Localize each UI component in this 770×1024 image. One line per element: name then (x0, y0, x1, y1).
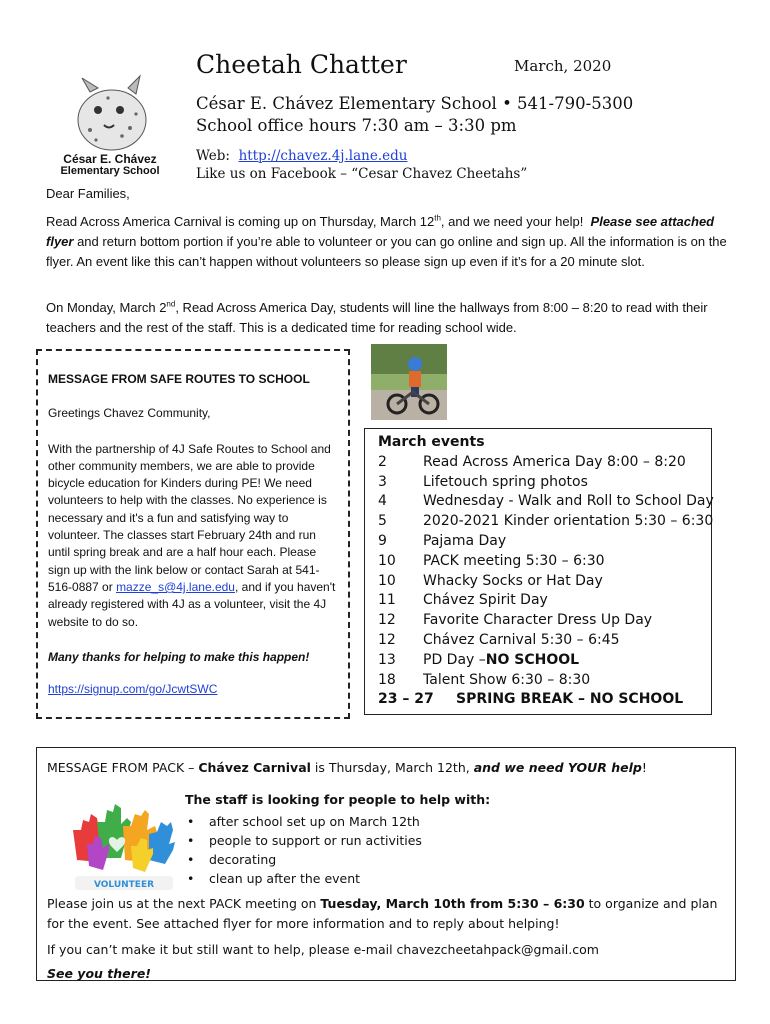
event-day: 4 (378, 493, 387, 510)
event-day: 13 (378, 651, 396, 668)
events-list (378, 433, 714, 710)
p2-text-b: , Read Across America Day, students will line the hallways from 8:00 – 8:20 to read with their teachers and the rest of the staff. This is a dedicated time for reading school wide. (46, 300, 708, 335)
event-row (378, 651, 714, 671)
event-text: Lifetouch spring photos (423, 473, 588, 490)
event-text: Favorite Character Dress Up Day (423, 612, 653, 629)
p2-sup: nd (166, 299, 176, 309)
volunteer-hands-graphic (69, 800, 179, 892)
march-events-box (364, 428, 712, 715)
event-row (378, 453, 714, 473)
event-day: 10 (378, 572, 396, 589)
pack-email-line: If you can’t make it but still want to help, please e-mail chavezcheetahpack@gmail.com (47, 942, 599, 957)
school-line: César E. Chávez Elementary School • 541-790-5300 (196, 94, 634, 113)
event-text: Whacky Socks or Hat Day (423, 572, 603, 589)
help-list (187, 812, 422, 888)
p2-text-a: On Monday, March 2 (46, 300, 167, 315)
event-row (378, 532, 714, 552)
newsletter-title: Cheetah Chatter (196, 50, 407, 79)
staff-line: The staff is looking for people to help with: (185, 792, 491, 807)
event-text: Talent Show 6:30 – 8:30 (423, 671, 591, 688)
p1-text-b: , and we need your help! (440, 214, 584, 229)
pack-join-b: to organize and plan for the event. See attached flyer for more information and to reply about helping! (47, 896, 718, 931)
safe-routes-body (48, 441, 336, 631)
p1-text-a: Read Across America Carnival is coming up on Thursday, March 12 (46, 214, 435, 229)
pack-join-bold: Tuesday, March 10th from 5:30 – 6:30 (320, 896, 585, 911)
event-row (378, 591, 714, 611)
list-item: • people to support or run activities (187, 831, 422, 850)
event-row (378, 611, 714, 631)
event-row (378, 492, 714, 512)
event-day: 23 – 27 (378, 691, 434, 708)
event-day: 10 (378, 552, 396, 569)
list-item: • after school set up on March 12th (187, 812, 422, 831)
volunteer-word: VOLUNTEER (93, 880, 155, 890)
event-row (378, 552, 714, 572)
events-title: March events (378, 434, 485, 450)
p1-bold: Please see attached flyer (46, 214, 715, 249)
child-on-bike-photo (371, 344, 447, 420)
event-row-spring-break (378, 690, 714, 710)
logo-caption (54, 153, 166, 177)
safe-routes-thanks: Many thanks for helping to make this happen! (48, 649, 310, 664)
event-day: 3 (378, 473, 387, 490)
list-item: • decorating (187, 850, 422, 869)
safe-routes-body-a: With the partnership of 4J Safe Routes to School and other community members, we are able to provide bicycle education for Kinders during PE! We need volunteers to help with the classes. No experience is necessary and it's a fun and satisfying way to volunteer. The classes start February 24th and run until spring break and are a half hour each. Please sign up with the link below or contact Sarah at 541-516-0887 or (48, 441, 331, 594)
event-row (378, 631, 714, 651)
signup-line (48, 681, 336, 698)
event-day: 11 (378, 592, 396, 609)
website-line (196, 148, 407, 164)
pack-join-a: Please join us at the next PACK meeting on (47, 896, 321, 911)
safe-routes-content (48, 363, 336, 698)
event-text: PD Day – (423, 651, 486, 668)
pack-head-c: ! (641, 760, 647, 775)
event-text: Chávez Carnival 5:30 – 6:45 (423, 631, 620, 648)
facebook-line: Like us on Facebook – “Cesar Chavez Cheetahs” (196, 166, 528, 182)
event-row (378, 671, 714, 691)
safe-routes-box (36, 349, 350, 719)
event-day: 12 (378, 631, 396, 648)
greeting: Dear Families, (46, 186, 130, 201)
website-link[interactable]: http://chavez.4j.lane.edu (238, 148, 408, 164)
cheetah-logo (60, 70, 160, 154)
carnival-paragraph (46, 212, 730, 272)
event-row (378, 473, 714, 493)
event-text: Pajama Day (423, 532, 507, 549)
safe-routes-heading: MESSAGE FROM SAFE ROUTES TO SCHOOL (48, 372, 310, 386)
see-you-there: See you there! (47, 966, 151, 981)
event-text: PACK meeting 5:30 – 6:30 (423, 552, 605, 569)
pack-head-b: is Thursday, March 12th, (310, 760, 474, 775)
web-label: Web: (196, 148, 230, 164)
pack-message-box (36, 747, 736, 981)
event-text: Wednesday - Walk and Roll to School Day (423, 493, 714, 510)
pack-head-a: MESSAGE FROM PACK – (47, 760, 199, 775)
p1-sup: th (434, 213, 441, 223)
event-row (378, 572, 714, 592)
pack-head-italic: and we need YOUR help (473, 760, 642, 775)
event-day: 9 (378, 532, 387, 549)
event-text: Chávez Spirit Day (423, 592, 548, 609)
event-text: SPRING BREAK – NO SCHOOL (456, 691, 684, 708)
issue-date: March, 2020 (514, 57, 612, 75)
pack-meeting-line (47, 894, 731, 934)
signup-link[interactable]: https://signup.com/go/JcwtSWC (48, 682, 218, 697)
p1-text-c: and return bottom portion if you’re able to volunteer or you can go online and sign up. All the information is on the flyer. An event like this can’t happen without volunteers so please sign up even if it’s for a 20 minute slot. (46, 234, 727, 269)
event-day: 5 (378, 513, 387, 530)
event-day: 18 (378, 671, 396, 688)
event-no-school: NO SCHOOL (485, 651, 580, 668)
pack-heading (47, 758, 731, 778)
event-text: 2020-2021 Kinder orientation 5:30 – 6:30 (423, 513, 714, 530)
event-day: 2 (378, 453, 387, 470)
safe-routes-greeting: Greetings Chavez Community, (48, 406, 211, 421)
safe-routes-email-link[interactable]: mazze_s@4j.lane.edu (116, 579, 235, 594)
safe-routes-body-b: , and if you haven't already registered with 4J as a volunteer, visit the 4J website to do so. (48, 579, 336, 629)
event-row (378, 512, 714, 532)
event-text: Read Across America Day 8:00 – 8:20 (423, 453, 686, 470)
logo-line-1: César E. Chávez (63, 152, 157, 166)
read-across-paragraph (46, 298, 730, 338)
pack-head-bold: Chávez Carnival (198, 760, 311, 775)
event-day: 12 (378, 612, 396, 629)
list-item: • clean up after the event (187, 869, 422, 888)
office-hours: School office hours 7:30 am – 3:30 pm (196, 116, 517, 135)
logo-line-2: Elementary School (60, 165, 160, 177)
pack-content (47, 758, 731, 981)
